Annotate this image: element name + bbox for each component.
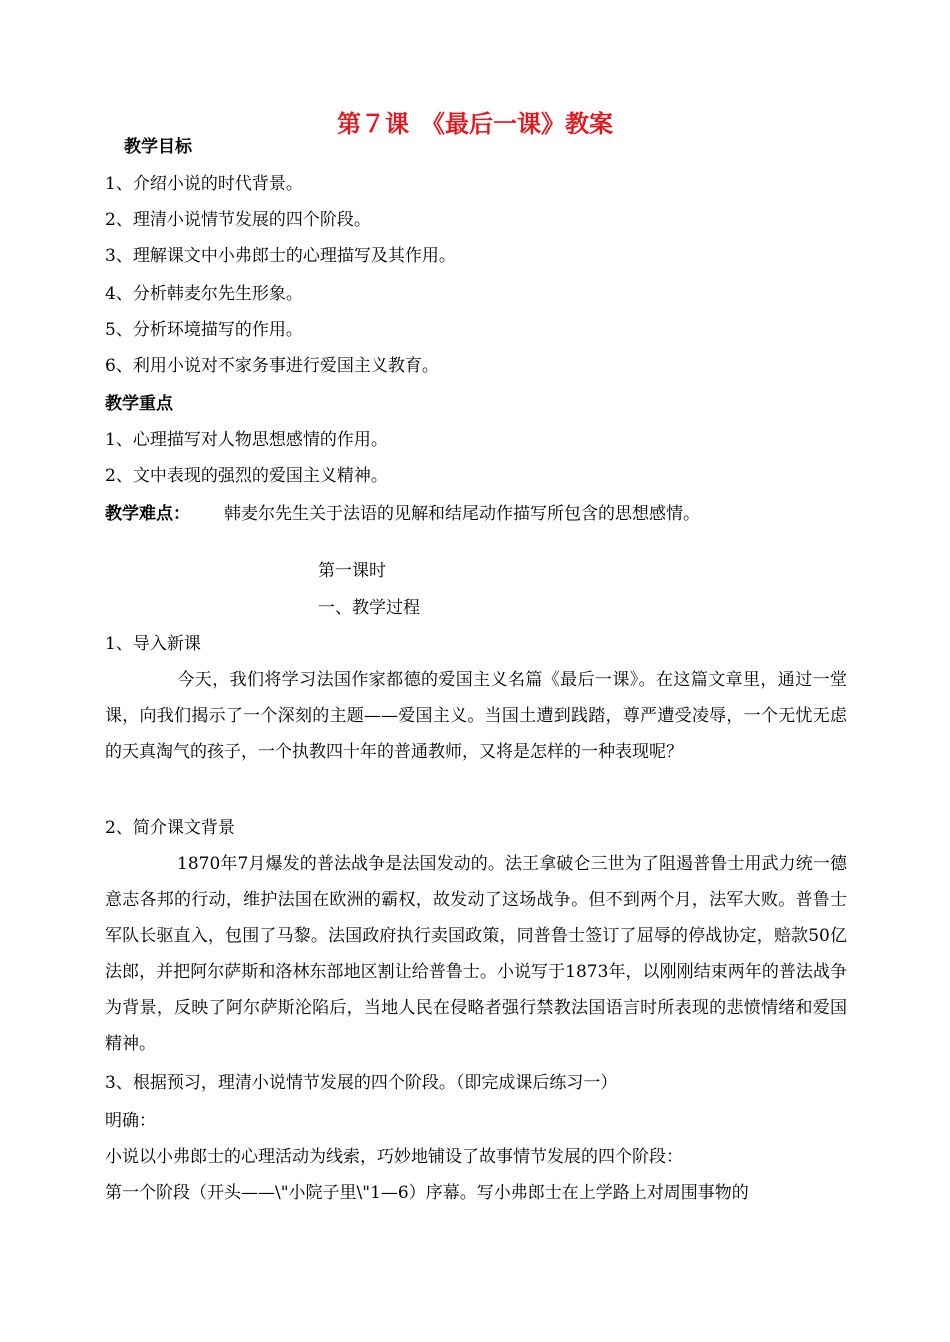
step3-heading: 3、根据预习，理清小说情节发展的四个阶段。（即完成课后练习一） bbox=[105, 1073, 618, 1093]
step1-text: 今天，我们将学习法国作家都德的爱国主义名篇《最后一课》。在这篇文章里，通过一堂课，向我们揭示了一个深刻的主题——爱国主义。当国土遭到践踏，尊严遭受凌辱，一个无忧无虑的天真淘气的孩子，一个执教四十年的普通教师，又将是怎样的一种表现呢？ bbox=[105, 670, 847, 762]
key-point-item-1: 1、心理描写对人物思想感情的作用。 bbox=[105, 430, 388, 450]
objective-item-6: 6、利用小说对不家务事进行爱国主义教育。 bbox=[105, 356, 439, 376]
session-label: 第一课时 bbox=[318, 561, 386, 581]
objective-item-5: 5、分析环境描写的作用。 bbox=[105, 320, 303, 340]
key-points-heading: 教学重点 bbox=[105, 394, 173, 414]
stage1-line: 第一个阶段（开头——\"小院子里\"1—6）序幕。写小弗郎士在上学路上对周围事物的 bbox=[105, 1183, 749, 1203]
step2-text: 1870年7月爆发的普法战争是法国发动的。法王拿破仑三世为了阻遏普鲁士用武力统一德意志各邦的行动，维护法国在欧洲的霸权，故发动了这场战争。但不到两个月，法军大败。普鲁士军队长驱直入，包围了马黎。法国政府执行卖国政策，同普鲁士签订了屈辱的停战协定，赔款50亿法郎，并把阿尔萨斯和洛林东部地区割让给普鲁士。小说写于1873年，以刚刚结束两年的普法战争为背景，反映了阿尔萨斯沦陷后，当地人民在侵略者强行禁教法国语言时所表现的悲愤情绪和爱国精神。 bbox=[105, 854, 847, 1054]
objective-item-4: 4、分析韩麦尔先生形象。 bbox=[105, 284, 303, 304]
process-heading: 一、教学过程 bbox=[318, 598, 420, 618]
step2-heading: 2、简介课文背景 bbox=[105, 818, 235, 838]
objectives-heading: 教学目标 bbox=[124, 137, 192, 157]
summary-line: 小说以小弗郎士的心理活动为线索，巧妙地铺设了故事情节发展的四个阶段： bbox=[105, 1147, 683, 1167]
objective-item-1: 1、介绍小说的时代背景。 bbox=[105, 174, 303, 194]
difficulty-line bbox=[105, 503, 700, 525]
difficulty-heading: 教学难点： bbox=[105, 504, 190, 524]
objective-item-3: 3、理解课文中小弗郎士的心理描写及其作用。 bbox=[105, 246, 456, 266]
objective-item-2: 2、理清小说情节发展的四个阶段。 bbox=[105, 210, 371, 230]
step2-paragraph bbox=[105, 846, 847, 1062]
step1-paragraph bbox=[105, 662, 847, 770]
clarify-label: 明确： bbox=[105, 1111, 156, 1131]
difficulty-text: 韩麦尔先生关于法语的见解和结尾动作描写所包含的思想感情。 bbox=[224, 504, 700, 524]
key-point-item-2: 2、文中表现的强烈的爱国主义精神。 bbox=[105, 466, 388, 486]
document-title: 第７课 《最后一课》教案 bbox=[337, 109, 613, 138]
step1-heading: 1、导入新课 bbox=[105, 634, 201, 654]
